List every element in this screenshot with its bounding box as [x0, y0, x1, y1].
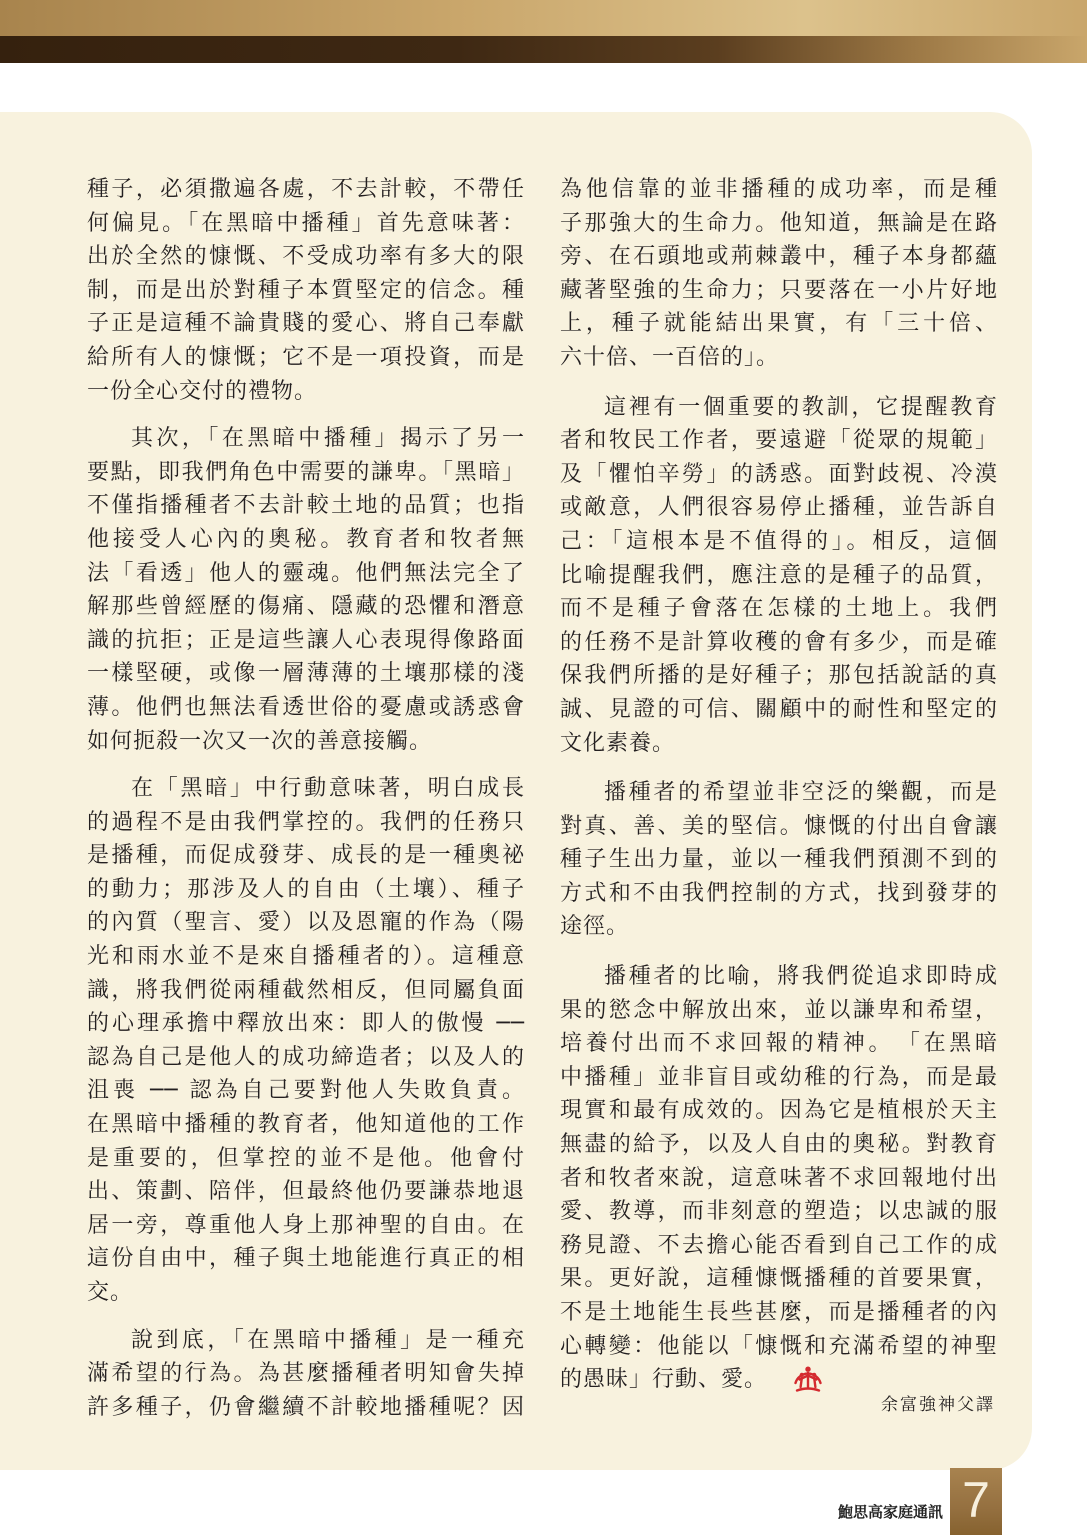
text-line: 保我們所播的是好種子；那包括說話的真 [560, 663, 998, 689]
text-line: 而不是種子會落在怎樣的土地上。我們 [560, 596, 998, 622]
text-line: 種子，必須撒遍各處，不去計較，不帶任 [87, 177, 525, 202]
text-line: 是重要的，但掌控的並不是他。他會付 [87, 1145, 525, 1171]
text-line: 的動力；那涉及人的自由（土壤）、種子 [87, 876, 525, 902]
text-line: 者和牧民工作者，要遠避「從眾的規範」 [560, 428, 998, 454]
text-line: 光和雨水並不是來自播種者的）。這種意 [87, 944, 525, 970]
text-line: 法「看透」他人的靈魂。他們無法完全了 [87, 560, 525, 586]
text-line: 一份全心交付的禮物。 [87, 378, 318, 404]
text-line: 或敵意，人們很容易停止播種，並告訴自 [560, 495, 998, 521]
text-line-text: 的愚昧」行動、愛。 [560, 1367, 768, 1393]
left-column [87, 173, 525, 1438]
text-line: 說到底，「在黑暗中播種」是一種充 [131, 1327, 525, 1353]
text-line: 居一旁，尊重他人身上那神聖的自由。在 [87, 1212, 525, 1238]
text-line: 的任務不是計算收穫的會有多少，而是確 [560, 629, 998, 655]
text-line: 何偏見。「在黑暗中播種」首先意味著： [87, 210, 525, 236]
text-line: 出於全然的慷慨、不受成功率有多大的限 [87, 244, 525, 270]
text-line: 認為自己是他人的成功締造者；以及人的 [87, 1044, 525, 1070]
paragraph [560, 391, 998, 761]
header-band-brown [0, 36, 1087, 63]
text-line: 出、策劃、陪伴，但最終他仍要謙恭地退 [87, 1179, 525, 1205]
paragraph [87, 1324, 525, 1425]
text-line: 這裡有一個重要的教訓，它提醒教育 [604, 394, 998, 420]
text-line: 在「黑暗」中行動意味著，明白成長 [131, 776, 525, 802]
text-line: 務見證、不去擔心能否看到自己工作的成 [560, 1232, 998, 1258]
text-line: 心轉變：他能以「慷慨和充滿希望的神聖 [560, 1333, 998, 1359]
paragraph [560, 776, 998, 944]
text-line: 子那強大的生命力。他知道，無論是在路 [560, 210, 998, 236]
text-line: 者和牧者來說，這意味著不求回報地付出 [560, 1165, 998, 1191]
text-line: 給所有人的慷慨；它不是一項投資，而是 [87, 344, 525, 370]
text-line: 不是土地能生長些甚麼，而是播種者的內 [560, 1300, 998, 1325]
page-number: 7 [962, 1472, 990, 1528]
text-line: 及「懼怕辛勞」的誘惑。面對歧視、冷漠 [560, 461, 998, 487]
text-line: 途徑。 [560, 914, 630, 940]
text-line: 識，將我們從兩種截然相反，但同屬負面 [87, 977, 525, 1003]
text-line: 的內質（聖言、愛）以及恩寵的作為（陽 [87, 910, 525, 936]
text-line: 其次，「在黑暗中播種」揭示了另一 [131, 426, 525, 452]
paragraph [560, 173, 998, 375]
text-line: 薄。他們也無法看透世俗的憂慮或誘惑會 [87, 694, 525, 720]
text-line: 這份自由中，種子與土地能進行真正的相 [87, 1246, 525, 1272]
text-line: 培養付出而不求回報的精神。 「在黑暗 [560, 1031, 998, 1057]
text-line: 六十倍、一百倍的」。 [560, 344, 780, 370]
text-line: 方式和不由我們控制的方式，找到發芽的 [560, 880, 998, 906]
text-line: 交。 [87, 1280, 134, 1305]
text-line: 許多種子，仍會繼續不計較地播種呢？因 [87, 1394, 525, 1420]
text-line: 播種者的比喻，將我們從追求即時成 [604, 964, 998, 990]
text-line: 在黑暗中播種的教育者，他知道他的工作 [87, 1112, 525, 1138]
text-line: 己：「這根本是不值得的」。相反，這個 [560, 528, 998, 554]
text-line: 如何扼殺一次又一次的善意接觸。 [87, 728, 433, 754]
text-line: 解那些曾經歷的傷痛、隱藏的恐懼和潛意 [87, 594, 525, 620]
text-line: 旁、在石頭地或荊棘叢中，種子本身都蘊 [560, 244, 998, 270]
text-line: 果的慾念中解放出來，並以謙卑和希望， [560, 997, 998, 1023]
text-line: 一樣堅硬，或像一層薄薄的土壤那樣的淺 [87, 661, 525, 687]
text-line: 文化素養。 [560, 730, 676, 756]
paragraph [87, 422, 525, 758]
paragraph [87, 772, 525, 1310]
right-column [560, 173, 998, 1413]
text-line: 誠、見證的可信、關顧中的耐性和堅定的 [560, 696, 998, 722]
text-line: 的心理承擔中釋放出來：即人的傲慢 ── [87, 1011, 525, 1037]
text-line: 播種者的希望並非空泛的樂觀，而是 [604, 780, 998, 806]
text-line: 上，種子就能結出果實，有「三十倍、 [560, 311, 998, 337]
salesian-family-logo-icon [791, 1360, 825, 1394]
text-line: 要點，即我們角色中需要的謙卑。「黑暗」 [87, 459, 525, 485]
text-line: 愛、教導，而非刻意的塑造；以忠誠的服 [560, 1199, 998, 1225]
text-line: 為他信靠的並非播種的成功率，而是種 [560, 177, 998, 202]
footer-publication-title: 鮑思高家庭通訊 [838, 1503, 944, 1521]
text-line: 滿希望的行為。為甚麼播種者明知會失掉 [87, 1361, 525, 1387]
text-line: 子正是這種不論貴賤的愛心、將自己奉獻 [87, 311, 525, 337]
text-line: 藏著堅強的生命力；只要落在一小片好地 [560, 277, 998, 303]
text-line: 種子生出力量，並以一種我們預測不到的 [560, 847, 998, 873]
text-line [560, 1363, 998, 1397]
text-line: 對真、善、美的堅信。慷慨的付出自會讓 [560, 813, 998, 839]
text-line: 現實和最有成效的。因為它是植根於天主 [560, 1098, 998, 1124]
text-line: 制，而是出於對種子本質堅定的信念。種 [87, 277, 525, 303]
page-number-badge [950, 1468, 1002, 1535]
text-line: 沮喪 ── 認為自己要對他人失敗負責。 [87, 1078, 525, 1104]
translator-credit: 余富強神父譯 [881, 1395, 995, 1415]
header-band-gold [0, 0, 1087, 36]
paragraph [560, 960, 998, 1397]
text-line: 他接受人心內的奧秘。教育者和牧者無 [87, 526, 525, 552]
text-line: 不僅指播種者不去計較土地的品質；也指 [87, 493, 525, 519]
paragraph [87, 173, 525, 408]
text-line: 比喻提醒我們，應注意的是種子的品質， [560, 562, 998, 588]
text-line: 果。更好說，這種慷慨播種的首要果實， [560, 1266, 998, 1292]
text-line: 中播種」並非盲目或幼稚的行為，而是最 [560, 1064, 998, 1090]
text-line: 識的抗拒；正是這些讓人心表現得像路面 [87, 627, 525, 653]
text-line: 是播種，而促成發芽、成長的是一種奧祕 [87, 843, 525, 869]
text-line: 無盡的給予，以及人自由的奧秘。對教育 [560, 1132, 998, 1158]
text-line: 的過程不是由我們掌控的。我們的任務只 [87, 809, 525, 835]
